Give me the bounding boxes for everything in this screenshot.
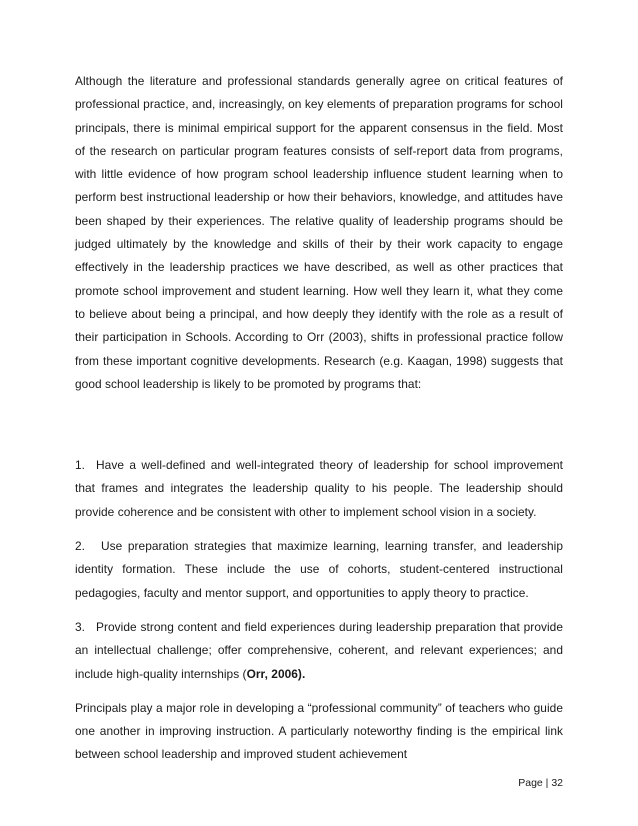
body-paragraph: Although the literature and professional standards generally agree on critical features of professional practice, and, increasingly, on key elements of preparation programs for school principals, there is minimal empirical support for the apparent consensus in the field. Most of the research on particular program features consists of self-report data from programs, with little evidence of how program school leadership influence student learning when to perform best instructional leadership or how their behaviors, knowledge, and attitudes have been shaped by their experiences. The relative quality of leadership programs should be judged ultimately by the knowledge and skills of their by their work capacity to engage effectively in the leadership practices we have described, as well as other practices that promote school improvement and student learning. How well they learn it, what they come to believe about being a principal, and how deeply they identify with the role as a result of their participation in Schools. According to Orr (2003), shifts in professional practice follow from these important cognitive developments. Research (e.g. Kaagan, 1998) suggests that good school leadership is likely to be promoted by programs that: xyxy=(75,74,563,391)
list-item-number: 2. xyxy=(75,539,86,554)
list-item-text: Provide strong content and field experiences during leadership preparation that provide an intellectual challenge; offer comprehensive, coherent, and relevant experiences; and include high-quality internships ( xyxy=(75,619,563,681)
document-page xyxy=(75,70,563,767)
list-item-text: Use preparation strategies that maximize learning, learning transfer, and leadership identity formation. These include the use of cohorts, student-centered instructional pedagogies, faculty and mentor support, and opportunities to apply theory to practice. xyxy=(75,539,563,600)
page-number: Page | 32 xyxy=(518,777,563,789)
list-item xyxy=(75,616,563,686)
list-item-number: 3. xyxy=(75,619,86,634)
list-item-text: Have a well-defined and well-integrated theory of leadership for school improvement that frames and integrates the leadership quality to his people. The leadership should provide coherence and be consistent with other to implement school vision in a society. xyxy=(75,458,563,519)
list-item xyxy=(75,535,563,605)
citation: Orr, 2006). xyxy=(246,666,306,681)
body-paragraph: Principals play a major role in developing a “professional community” of teachers who guide one another in improving instruction. A particularly noteworthy finding is the empirical link between school leadership and improved student achievement xyxy=(75,700,563,762)
list-item-number: 1. xyxy=(75,458,86,473)
list-item xyxy=(75,454,563,524)
